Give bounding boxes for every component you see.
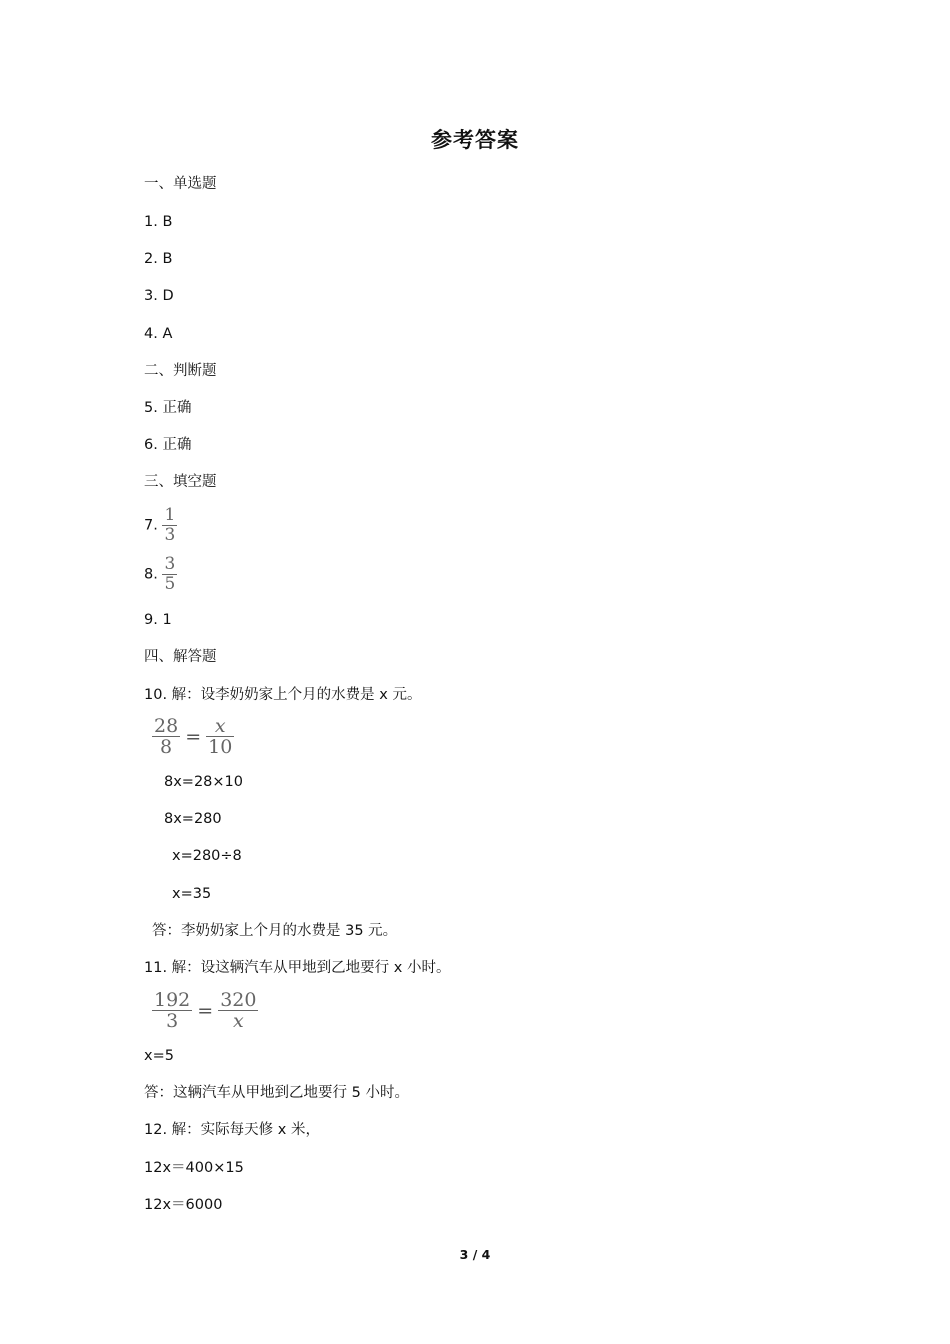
solution-step: 8x=280 xyxy=(164,811,222,827)
solution-step: 12x＝6000 xyxy=(144,1197,223,1213)
solution-intro: 12. 解：实际每天修 x 米， xyxy=(144,1122,320,1138)
fraction xyxy=(206,717,234,756)
answer-item-fraction xyxy=(144,556,177,593)
fraction xyxy=(162,507,177,544)
solution-step: x=280÷8 xyxy=(172,848,242,864)
solution-intro: 10. 解：设李奶奶家上个月的水费是 x 元。 xyxy=(144,687,422,703)
fraction-denominator: x xyxy=(232,1010,244,1032)
fraction xyxy=(162,556,177,593)
section-heading-fill-blank: 三、填空题 xyxy=(144,474,217,490)
page-number: 3 / 4 xyxy=(459,1247,491,1262)
fraction-numerator: 192 xyxy=(154,989,191,1011)
solution-answer: 答：这辆汽车从甲地到乙地要行 5 小时。 xyxy=(144,1085,409,1101)
proportion-equation xyxy=(152,717,234,756)
solution-step: x=35 xyxy=(172,886,212,902)
fraction xyxy=(152,717,180,756)
fraction-numerator: 28 xyxy=(154,715,179,737)
equals-sign: = xyxy=(197,999,214,1022)
answer-item: 9. 1 xyxy=(144,612,172,628)
answer-item: 4. A xyxy=(144,326,173,342)
solution-intro: 11. 解：设这辆汽车从甲地到乙地要行 x 小时。 xyxy=(144,960,451,976)
fraction-denominator: 5 xyxy=(164,574,176,594)
fraction-numerator: 3 xyxy=(164,554,176,574)
fraction-numerator: x xyxy=(214,715,226,737)
equals-sign: = xyxy=(185,725,202,748)
fraction xyxy=(152,991,192,1030)
fraction-denominator: 3 xyxy=(166,1010,179,1032)
solution-step: 12x＝400×15 xyxy=(144,1160,244,1176)
fraction xyxy=(218,991,258,1030)
section-heading-solve: 四、解答题 xyxy=(144,649,217,665)
answer-label: 7. xyxy=(144,517,158,534)
answer-label: 8. xyxy=(144,566,158,583)
section-heading-true-false: 二、判断题 xyxy=(144,363,217,379)
fraction-numerator: 1 xyxy=(164,505,176,525)
answer-item-fraction xyxy=(144,507,177,544)
fraction-denominator: 3 xyxy=(164,525,176,545)
solution-step: x=5 xyxy=(144,1048,174,1064)
page-title: 参考答案 xyxy=(431,128,519,152)
fraction-numerator: 320 xyxy=(220,989,257,1011)
solution-answer: 答：李奶奶家上个月的水费是 35 元。 xyxy=(152,923,398,939)
answer-item: 1. B xyxy=(144,214,173,230)
answer-item: 3. D xyxy=(144,288,174,304)
answer-item: 6. 正确 xyxy=(144,437,192,453)
proportion-equation xyxy=(152,991,258,1030)
section-heading-single-choice: 一、单选题 xyxy=(144,176,217,192)
fraction-denominator: 8 xyxy=(160,736,173,758)
solution-step: 8x=28×10 xyxy=(164,774,244,790)
answer-item: 5. 正确 xyxy=(144,400,192,416)
fraction-denominator: 10 xyxy=(208,736,233,758)
answer-item: 2. B xyxy=(144,251,173,267)
